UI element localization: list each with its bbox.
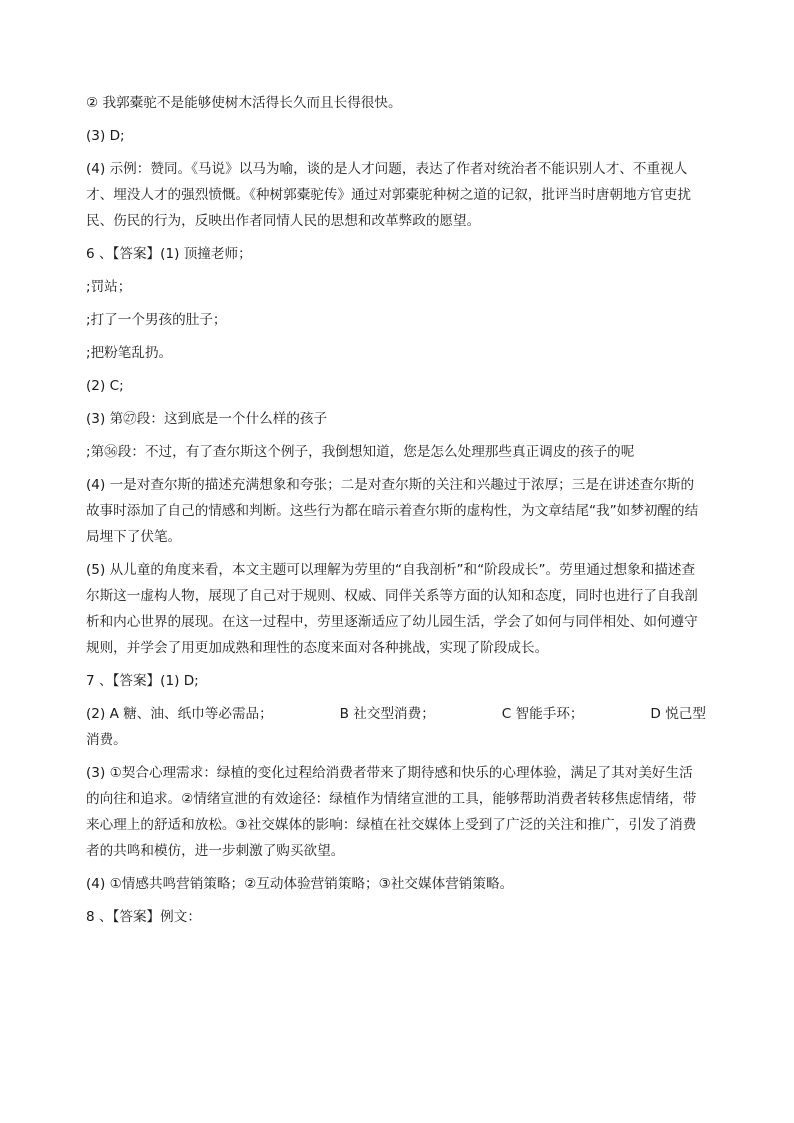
- option-b: B 社交型消费；: [339, 706, 435, 722]
- answer-content: [86, 90, 706, 937]
- option-d-tail: 消费。: [86, 732, 127, 748]
- answer-paragraph: (5) 从儿童的角度来看，本文主题可以理解为劳里的“自我剖析”和“阶段成长”。劳里通过想象和描述查尔斯这一虚构人物，展现了自己对于规则、权威、同伴关系等方面的认知和态度，同时也进行了自我剖析和内心世界的展现。在这一过程中，劳里逐渐适应了幼儿园生活，学会了如何与同伴相处、如何遵守规则，并学会了用更加成熟和理性的态度来面对各种挑战，实现了阶段成长。: [86, 562, 698, 656]
- option-d: D 悦己型: [650, 706, 706, 722]
- answer-line: ;第㊱段：不过，有了查尔斯这个例子，我倒想知道，您是怎么处理那些真正调皮的孩子的呢: [86, 444, 635, 460]
- answer-line: ② 我郭橐驼不是能够使树木活得长久而且长得很快。: [86, 95, 402, 111]
- option-a: (2) A 糖、油、纸巾等必需品；: [86, 706, 273, 722]
- answer-7-2: [86, 701, 706, 753]
- answer-line: (2) C;: [86, 378, 124, 394]
- option-c: C 智能手环；: [501, 706, 584, 722]
- answer-paragraph: (4) 一是对查尔斯的描述充满想象和夸张；二是对查尔斯的关注和兴趣过于浓厚；三是在讲述查尔斯的故事时添加了自己的情感和判断。这些行为都在暗示着查尔斯的虚构性，为文章结尾“我”如梦初醒的结局埋下了伏笔。: [86, 477, 699, 545]
- answer-line: (4) ①情感共鸣营销策略；②互动体验营销策略；③社交媒体营销策略。: [86, 876, 514, 892]
- answer-line: (3) D;: [86, 128, 125, 144]
- answer-heading-8: 8 、【答案】例文：: [86, 909, 201, 925]
- answer-line: ;把粉笔乱扔。: [86, 345, 173, 361]
- answer-7-2-options: [86, 701, 706, 727]
- answer-heading-6: 6 、【答案】(1) 顶撞老师；: [86, 246, 252, 262]
- answer-line: (3) 第㉗段：这到底是一个什么样的孩子: [86, 411, 328, 427]
- answer-heading-7: 7 、【答案】(1) D;: [86, 673, 199, 689]
- answer-paragraph: (4) 示例：赞同。《马说》以马为喻，谈的是人才问题，表达了作者对统治者不能识别人才、不重视人才、埋没人才的强烈愤慨。《种树郭橐驼传》通过对郭橐驼种树之道的记叙，批评当时唐朝地方官吏扰民、伤民的行为，反映出作者同情人民的思想和改革弊政的愿望。: [86, 161, 691, 229]
- answer-line: ;罚站；: [86, 279, 132, 295]
- answer-line: ;打了一个男孩的肚子；: [86, 312, 227, 328]
- answer-paragraph: (3) ①契合心理需求：绿植的变化过程给消费者带来了期待感和快乐的心理体验，满足了其对美好生活的向往和追求。②情绪宣泄的有效途径：绿植作为情绪宣泄的工具，能够帮助消费者转移焦虑情绪，带来心理上的舒适和放松。③社交媒体的影响：绿植在社交媒体上受到了广泛的关注和推广，引发了消费者的共鸣和模仿，进一步刺激了购买欲望。: [86, 765, 697, 859]
